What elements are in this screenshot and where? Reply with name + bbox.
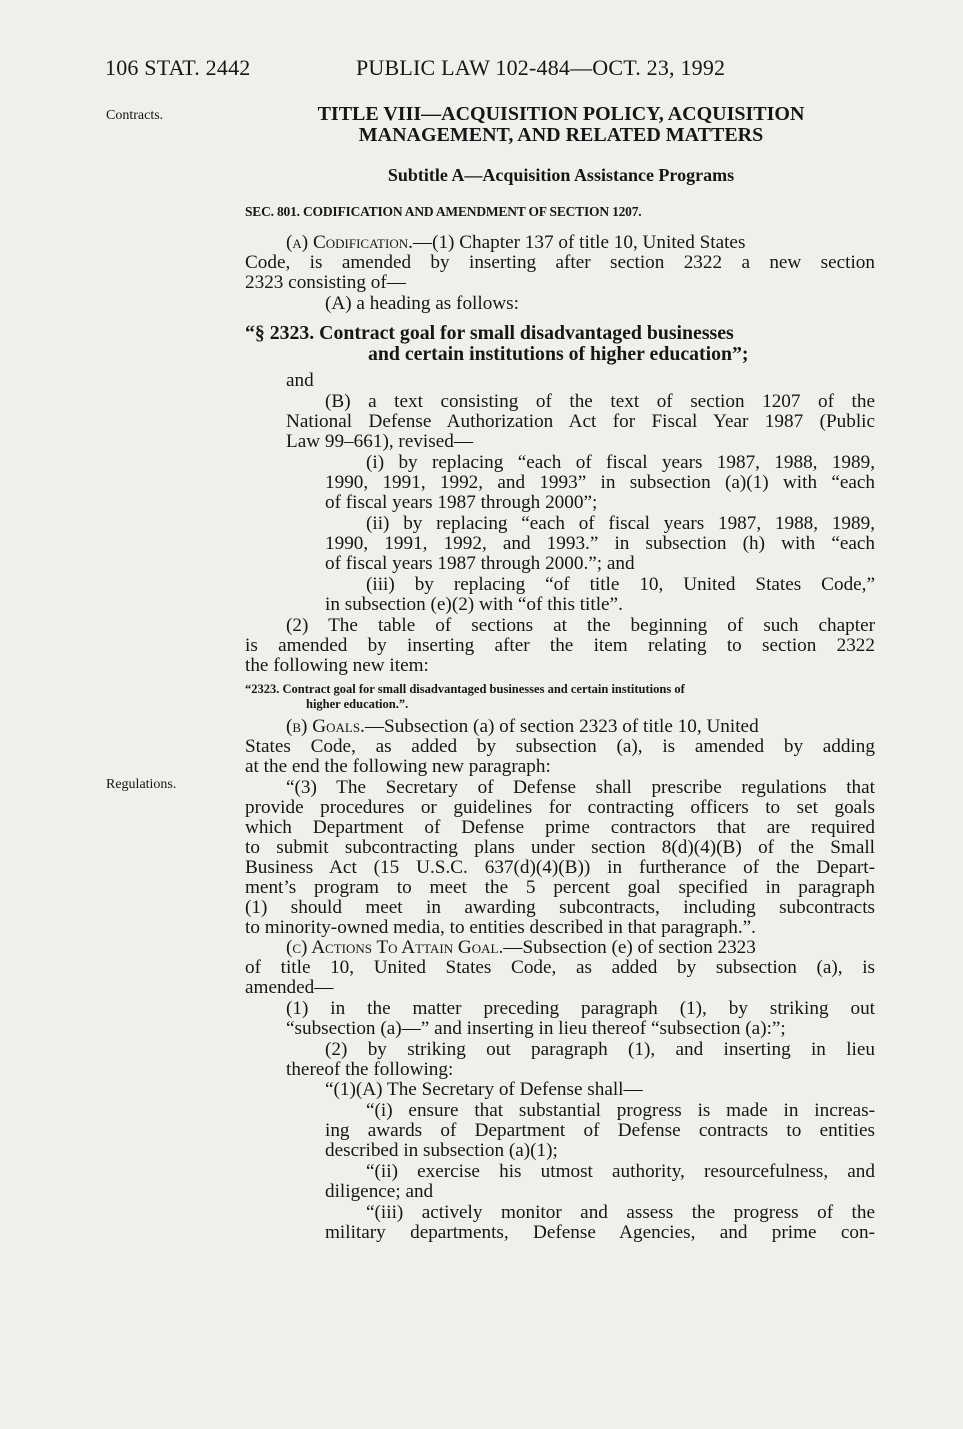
regulation-line-6: ment’s program to meet the 5 percent goal specified in paragraph (245, 877, 875, 898)
table-item-line-1: “2323. Contract goal for small disadvantaged businesses and certain institutions of (245, 682, 685, 696)
section-2323-heading-2: and certain institutions of higher education”; (368, 343, 749, 365)
para-2-line-3: the following new item: (245, 655, 429, 676)
quote-1A: “(1)(A) The Secretary of Defense shall— (325, 1079, 643, 1100)
table-item-line-2: higher education.”. (306, 697, 409, 711)
para-ii-line-2: 1990, 1991, 1992, and 1993.” in subsection (h) with “each (325, 533, 875, 554)
para-c1-line-1: (1) in the matter preceding paragraph (1), by striking out (286, 998, 875, 1019)
title-heading (236, 104, 886, 146)
para-2-line-2: is amended by inserting after the item relating to section 2322 (245, 635, 875, 656)
para-i-line-2: 1990, 1991, 1992, and 1993” in subsection (a)(1) with “each (325, 472, 875, 493)
para-c-line-1 (286, 938, 756, 958)
para-iii-line-2: in subsection (e)(2) with “of this title”. (325, 594, 623, 615)
margin-note-regulations: Regulations. (106, 777, 177, 792)
para-c-line-3: amended— (245, 977, 334, 998)
para-b-text: —Subsection (a) of section 2323 of title 10, United (364, 716, 759, 737)
para-ii-line-1: (ii) by replacing “each of fiscal years 1987, 1988, 1989, (366, 513, 875, 534)
para-b-line-2: States Code, as added by subsection (a), is amended by adding (245, 736, 875, 757)
quote-ii-line-2: diligence; and (325, 1181, 434, 1202)
and-1: and (286, 370, 314, 391)
para-A: (A) a heading as follows: (325, 293, 519, 314)
para-B-line-2: National Defense Authorization Act for Fiscal Year 1987 (Public (286, 411, 875, 432)
para-c1-line-2: “subsection (a)—” and inserting in lieu thereof “subsection (a):”; (286, 1018, 786, 1039)
para-a-line-1 (286, 233, 745, 253)
regulation-line-2: provide procedures or guidelines for contracting officers to set goals (245, 797, 875, 818)
para-i-line-3: of fiscal years 1987 through 2000”; (325, 492, 598, 513)
regulation-line-8: to minority-owned media, to entities described in that paragraph.”. (245, 917, 756, 938)
para-b-label: (b) Goals. (286, 716, 365, 737)
para-a-line-3: 2323 consisting of— (245, 272, 406, 293)
para-iii-line-1: (iii) by replacing “of title 10, United States Code,” (366, 574, 875, 595)
regulation-line-3: which Department of Defense prime contractors that are required (245, 817, 875, 838)
regulation-line-7: (1) should meet in awarding subcontracts, including subcontracts (245, 897, 875, 918)
quote-iii-line-1: “(iii) actively monitor and assess the progress of the (366, 1202, 875, 1223)
para-ii-line-3: of fiscal years 1987 through 2000.”; and (325, 553, 635, 574)
para-c2-line-2: thereof the following: (286, 1059, 454, 1080)
regulation-line-1: “(3) The Secretary of Defense shall prescribe regulations that (286, 777, 875, 798)
para-c2-line-1: (2) by striking out paragraph (1), and inserting in lieu (325, 1039, 875, 1060)
subtitle-heading: Subtitle A—Acquisition Assistance Programs (387, 165, 735, 185)
para-B-line-3: Law 99–661), revised— (286, 431, 474, 452)
public-law-header: PUBLIC LAW 102-484—OCT. 23, 1992 (356, 55, 726, 80)
regulation-line-4: to submit subcontracting plans under section 8(d)(4)(B) of the Small (245, 837, 875, 858)
para-a-text: —(1) Chapter 137 of title 10, United States (412, 232, 746, 253)
page-stat-number: 106 STAT. 2442 (105, 55, 251, 80)
section-2323-heading-1: “§ 2323. Contract goal for small disadvantaged businesses (245, 322, 734, 344)
para-b-line-3: at the end the following new paragraph: (245, 756, 551, 777)
para-b-line-1 (286, 717, 759, 737)
para-c-text: —Subsection (e) of section 2323 (503, 937, 756, 958)
para-2-line-1: (2) The table of sections at the beginning of such chapter (286, 615, 875, 636)
para-B-line-1: (B) a text consisting of the text of section 1207 of the (325, 391, 875, 412)
para-a-label: (a) Codification. (286, 232, 413, 253)
quote-i-line-3: described in subsection (a)(1); (325, 1140, 558, 1161)
regulation-line-5: Business Act (15 U.S.C. 637(d)(4)(B)) in furtherance of the Depart- (245, 857, 875, 878)
quote-ii-line-1: “(ii) exercise his utmost authority, resourcefulness, and (366, 1161, 875, 1182)
quote-i-line-2: ing awards of Department of Defense contracts to entities (325, 1120, 875, 1141)
quote-i-line-1: “(i) ensure that substantial progress is made in increas- (366, 1100, 875, 1121)
para-c-label: (c) Actions To Attain Goal. (286, 937, 504, 958)
title-line-1: TITLE VIII—ACQUISITION POLICY, ACQUISITION (317, 103, 805, 125)
para-c-line-2: of title 10, United States Code, as added by subsection (a), is (245, 957, 875, 978)
title-line-2: MANAGEMENT, AND RELATED MATTERS (358, 124, 764, 146)
section-heading: SEC. 801. CODIFICATION AND AMENDMENT OF SECTION 1207. (245, 204, 642, 219)
para-a-line-2: Code, is amended by inserting after section 2322 a new section (245, 252, 875, 273)
quote-iii-line-2: military departments, Defense Agencies, and prime con- (325, 1222, 875, 1243)
para-i-line-1: (i) by replacing “each of fiscal years 1987, 1988, 1989, (366, 452, 875, 473)
margin-note-contracts: Contracts. (106, 108, 164, 123)
